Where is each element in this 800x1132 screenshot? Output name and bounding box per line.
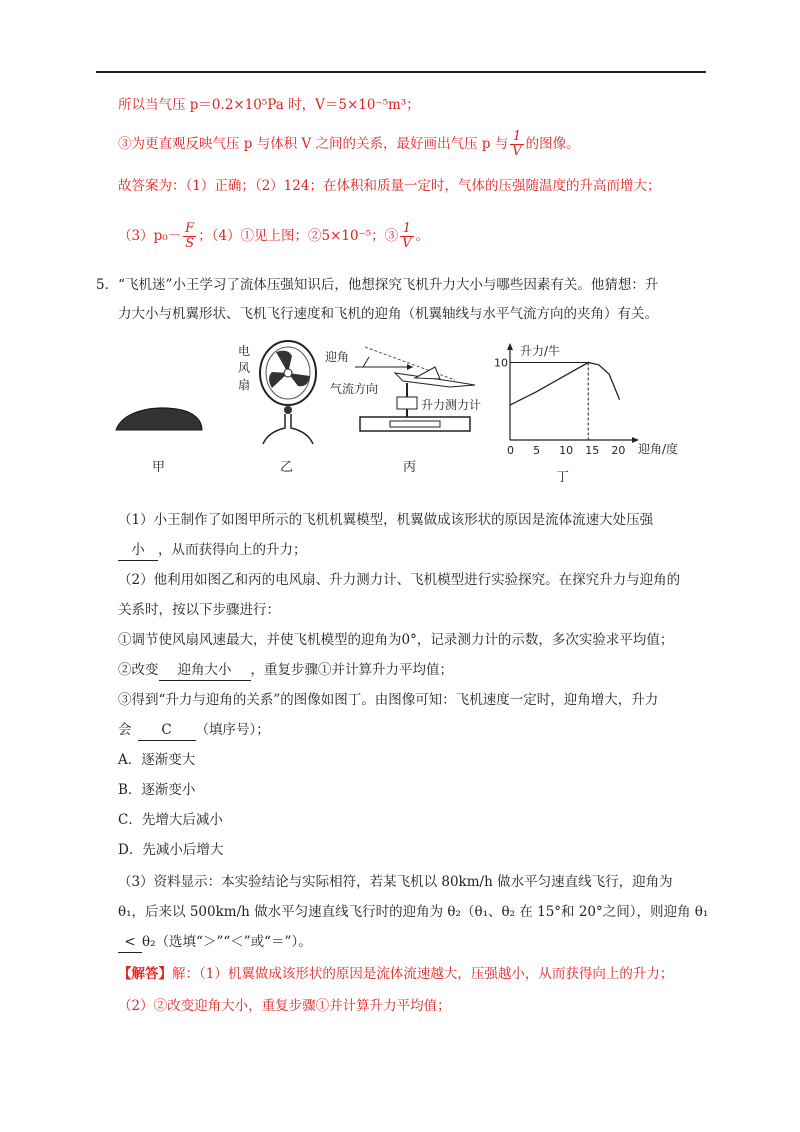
text-segment: （3）p₀－ [118,228,182,244]
electric-fan-figure [228,340,328,450]
option-a: A．逐渐变大 [118,752,196,768]
fan-label-char-2: 风 [238,361,251,375]
solution-tag: 【解答】 [118,966,172,982]
part3-answer-blank: < [118,932,142,953]
y-tick-label: 10 [494,356,508,370]
lift-angle-chart [490,335,720,460]
part2-line1: （2）他利用如图乙和丙的电风扇、升力测力计、飞机模型进行实验探究。在探究升力与迎角的 [118,572,681,588]
fraction-numerator: 1 [510,130,523,145]
fraction-denominator: S [185,236,195,251]
x-tick-label: 5 [533,444,541,457]
option-c: C．先增大后减小 [118,812,223,828]
solution-line1 [118,964,673,984]
fraction-numerator: F [185,221,195,236]
text-segment: 的图像。 [525,136,580,152]
text-segment: ；（4）①见上图；②5×10⁻⁵；③ [198,228,399,244]
part1-line1: （1）小王制作了如图甲所示的飞机机翼模型，机翼做成该形状的原因是流体流速大处压强 [118,512,654,528]
answer-line-graph-suggestion [118,130,580,159]
fraction-denominator: V [402,236,412,251]
option-d: D．先减小后增大 [118,842,224,858]
wing-shape [116,408,202,430]
step2-answer-blank: 迎角大小 [159,660,251,681]
question-stem-line-2: 力大小与机翼形状、飞机飞行速度和飞机的迎角（机翼轴线与水平气流方向的夹角）有关。 [118,306,658,322]
text-segment: ，从而获得向上的升力； [158,542,307,558]
airflow-arrowhead [407,364,413,370]
plane-force-meter-figure [325,345,485,440]
y-axis-label: 升力/牛 [520,344,561,358]
x-axis-label: 迎角/度 [638,442,679,456]
answer-summary-line-2 [118,222,429,251]
answer-line-pressure-volume: 所以当气压 p＝0.2×10⁵Pa 时，V＝5×10⁻⁵m³； [118,97,420,113]
text-segment: 解：（1）机翼做成该形状的原因是流体流速越大，压强越小，从而获得向上的升力； [172,966,674,982]
figure-caption-ding: 丁 [556,470,570,485]
solution-line2: （2）②改变迎角大小，重复步骤①并计算升力平均值； [118,998,451,1014]
text-segment: ，重复步骤①并计算升力平均值； [250,662,453,678]
angle-label: 迎角 [325,350,350,364]
force-meter-label: 升力测力计 [421,398,482,412]
meter-base [360,417,470,431]
part2-step3: ③得到“升力与迎角的关系”的图像如图丁。由图像可知：飞机速度一定时，迎角增大，升力 [118,692,659,708]
question-text: “飞机迷”小王学习了流体压强知识后，他想探究飞机升力大小与哪些因素有关。他猜想：升 [118,277,659,293]
option-b: B．逐渐变小 [118,782,196,798]
fraction-numerator: 1 [400,222,413,237]
fraction-f-over-s [183,222,196,251]
text-segment: ③为更直观反映气压 p 与体积 V 之间的关系，最好画出气压 p 与 [118,136,509,152]
text-segment: 会 [118,722,132,738]
chart-marks [494,357,625,458]
answer-summary-line: 故答案为：（1）正确；（2）124；在体积和质量一定时，气体的压强随温度的升高而增大； [118,178,661,194]
part2-line2: 关系时，按以下步骤进行： [118,602,280,618]
part3-line2: θ₁，后来以 500km/h 做水平匀速直线飞行时的迎角为 θ₂（θ₁、θ₂ 在 15°和 20°之间），则迎角 θ₁ [118,904,709,920]
fan-hub [284,369,292,377]
angle-arc [363,357,369,367]
wing-model-figure [112,400,207,440]
step3-answer-blank: C [138,720,196,741]
lift-curve [510,363,620,406]
fraction-1-over-v [510,130,523,159]
text-segment: ②改变 [118,662,159,678]
fan-label-char-1: 电 [238,344,251,358]
part3-line1: （3）资料显示：本实验结论与实际相符，若某飞机以 80km/h 做水平匀速直线飞行，迎角为 [118,874,673,890]
fraction-denominator: V [512,144,522,159]
figure-caption-bing: 丙 [403,460,417,475]
text-segment: θ₂（选填“＞”“＜”或“＝”）。 [142,934,312,950]
part1-answer-blank: 小 [118,540,158,561]
header-rule [96,71,706,73]
figure-caption-jia: 甲 [152,460,166,475]
part3-line3 [118,932,312,953]
plane-wing [415,367,440,379]
fan-stand [263,414,313,444]
y-axis-arrow [507,343,513,350]
part2-step1: ①调节使风扇风速最大，并使飞机模型的迎角为0°，记录测力计的示数，多次实验求平均值； [118,632,674,648]
x-tick-label: 15 [585,444,600,457]
x-tick-label: 0 [507,444,514,457]
question-number: 5． [96,277,119,293]
part1-line2 [118,540,307,561]
figure-caption-yi: 乙 [280,460,294,475]
part2-step2 [118,660,453,681]
question-stem-line-1 [96,275,658,295]
text-segment: （填序号）； [195,722,270,738]
x-tick-label: 10 [559,444,574,457]
text-segment: 。 [415,228,430,244]
fraction-1-over-v [400,222,413,251]
airflow-direction-label: 气流方向 [330,382,379,396]
part2-step3-cont [118,720,270,741]
fan-label-char-3: 扇 [238,378,251,392]
x-tick-label: 20 [611,444,626,457]
force-meter [397,397,417,409]
fan-knob [284,406,292,414]
